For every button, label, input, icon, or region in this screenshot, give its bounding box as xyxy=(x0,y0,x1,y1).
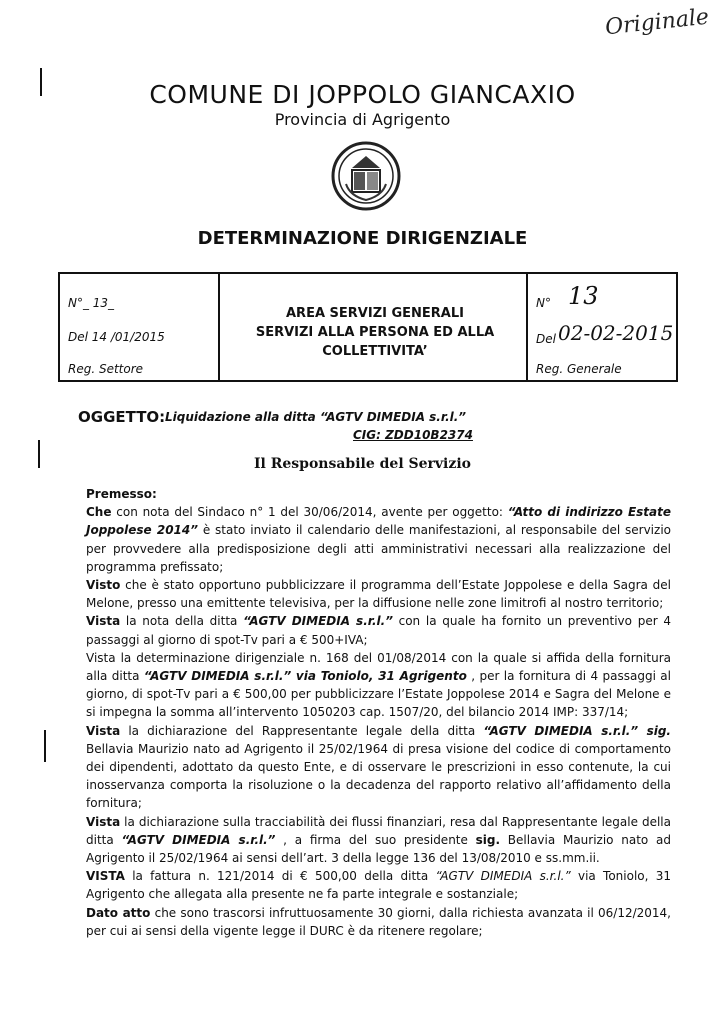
margin-mark xyxy=(44,730,46,762)
paragraph-vista-determinazione: Vista la determinazione dirigenziale n. 168 del 01/08/2014 con la quale si affida della fornitura alla ditta “AGTV DIMEDIA s.r.l.” via Toniolo, 31 Agrigento , per la fornitura di 4 passaggi al giorno, di spot-Tv pari a € 500,00 per pubblicizzare l’Estate Joppolese 2014 e Sagra del Melone e si impegna la somma all’intervento 1050203 cap. 1507/20, del bilancio 2014 IMP: 337/14; xyxy=(86,650,671,720)
general-date-label: Del xyxy=(536,332,556,346)
paragraph-visto: Visto che è stato opportuno pubblicizzare il programma dell’Estate Joppolese e della Sagra del Melone, presso una emittente televisiva, per la diffusione nelle zone limitrofi al nostro territorio; xyxy=(86,578,671,611)
responsabile-heading: Il Responsabile del Servizio xyxy=(254,456,471,472)
premesso-heading: Premesso: xyxy=(86,487,157,501)
paragraph-che: Che con nota del Sindaco n° 1 del 30/06/2014, avente per oggetto: “Atto di indirizzo Estate Joppolese 2014” è stato inviato il calendario delle manifestazioni, al responsabile del servizio per provvedere alla predisposizione degli atti amministrativi necessari alla realizzazione del programma prefissato; xyxy=(86,505,671,574)
paragraph-vista-dichiarazione: Vista la dichiarazione del Rappresentante legale della ditta “AGTV DIMEDIA s.r.l.” sig. Bellavia Maurizio nato ad Agrigento il 25/02/1964 di presa visione del codice di comportamento dei dipendenti, adottato da questo Ente, e di osservare le prescrizioni in esso contenute, la cui inosservanza comporta la risoluzione o la decadenza del rapporto relativo all’affidamento della fornitura; xyxy=(86,723,671,811)
oggetto-label: OGGETTO: xyxy=(78,408,166,426)
area-line-3: COLLETTIVITA’ xyxy=(322,344,428,359)
header-table xyxy=(58,272,678,382)
area-line-1: AREA SERVIZI GENERALI xyxy=(286,306,464,321)
document-title: DETERMINAZIONE DIRIGENZIALE xyxy=(197,228,528,249)
general-reg-label: Reg. Generale xyxy=(536,362,622,376)
sector-date: Del 14 /01/2015 xyxy=(68,330,165,344)
general-register-cell xyxy=(526,274,676,380)
paragraph-vista-fattura: VISTA la fattura n. 121/2014 di € 500,00 della ditta “AGTV DIMEDIA s.r.l.” via Toniolo, 31 Agrigento che allegata alla presente ne fa parte integrale e sostanziale; xyxy=(86,869,672,902)
cig-code: CIG: ZDD10B2374 xyxy=(353,428,473,442)
comune-title: COMUNE DI JOPPOLO GIANCAXIO xyxy=(149,80,576,109)
sector-cell xyxy=(60,274,220,380)
sector-number: N°_ 13_ xyxy=(68,296,115,310)
paragraph-vista-nota: Vista la nota della ditta “AGTV DIMEDIA s.r.l.” con la quale ha fornito un preventivo per 4 passaggi al giorno di spot-Tv pari a € 500+IVA; xyxy=(86,614,671,647)
document-body xyxy=(86,485,671,940)
general-date-value: 02-02-2015 xyxy=(558,321,674,345)
area-line-2: SERVIZI ALLA PERSONA ED ALLA xyxy=(255,325,495,340)
oggetto-text: Liquidazione alla ditta “AGTV DIMEDIA s.r.l.” xyxy=(165,410,467,424)
municipal-emblem-icon xyxy=(330,140,402,212)
provincia-subtitle: Provincia di Agrigento xyxy=(274,110,451,129)
general-number-value: 13 xyxy=(568,282,599,310)
handwritten-note: Originale xyxy=(603,4,711,41)
sector-reg-label: Reg. Settore xyxy=(68,362,144,376)
paragraph-vista-tracciabilita: Vista la dichiarazione sulla tracciabilità dei flussi finanziari, resa dal Rappresentante legale della ditta “AGTV DIMEDIA s.r.l.” , a firma del suo presidente sig. Bellavia Maurizio nato ad Agrigento il 25/02/1964 ai sensi dell’art. 3 della legge 136 del 13/08/2010 e ss.mm.ii. xyxy=(86,814,671,866)
general-number-label: N° xyxy=(536,296,551,310)
paragraph-dato-atto: Dato atto che sono trascorsi infruttuosamente 30 giorni, dalla richiesta avanzata il 06/12/2014, per cui ai sensi della vigente legge il DURC è da ritenere regolare; xyxy=(86,905,671,938)
